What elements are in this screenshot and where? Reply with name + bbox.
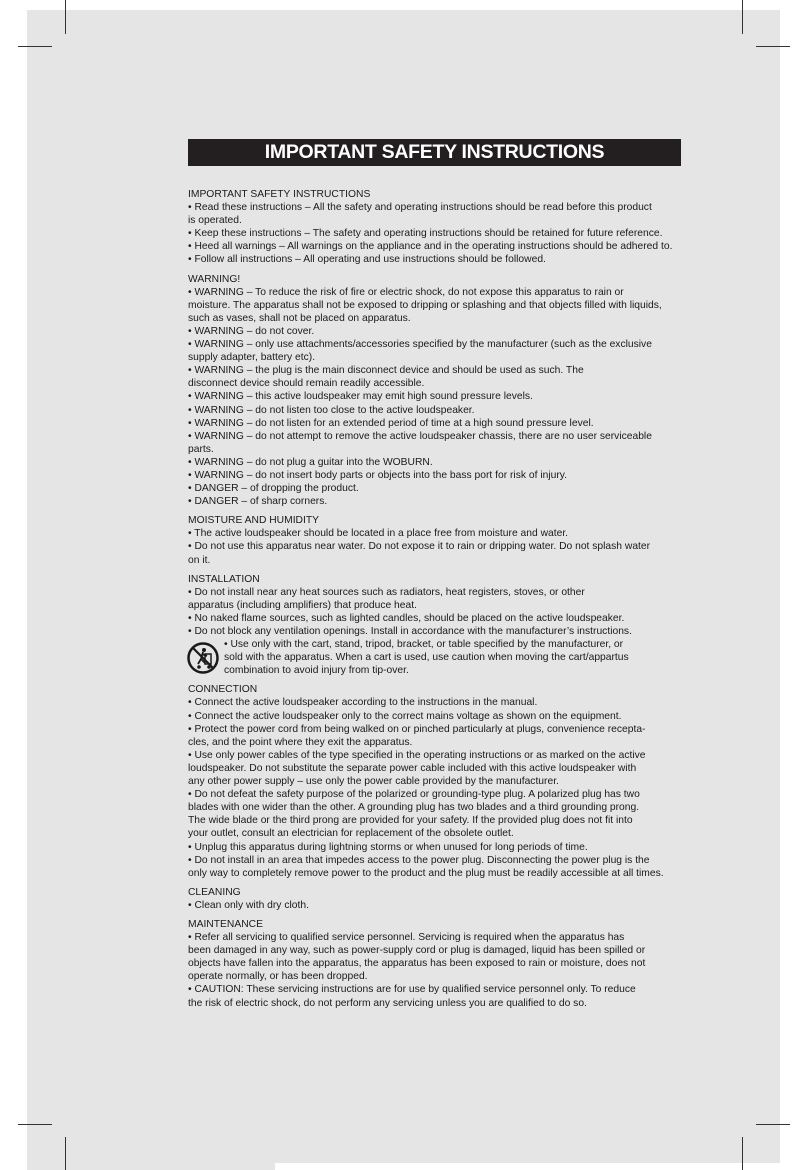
text-line: • WARNING – do not listen too close to the active loudspeaker. [188,404,475,416]
text-line: • Unplug this apparatus during lightning storms or when unused for long periods of time. [188,841,588,853]
text-line: • Do not install near any heat sources such as radiators, heat registers, stoves, or other [188,586,585,598]
crop-mark [742,0,743,34]
text-line: • WARNING – do not cover. [188,325,315,337]
text-line: is operated. [188,215,242,227]
crop-mark [18,46,52,47]
page-title: IMPORTANT SAFETY INSTRUCTIONS [188,139,681,166]
text-line: been damaged in any way, such as power-supply cord or plug is damaged, liquid has been spilled or [188,945,646,957]
text-line: • Keep these instructions – The safety and operating instructions should be retained for future reference. [188,228,663,240]
text-line: operate normally, or has been dropped. [188,971,368,983]
text-line: parts. [188,443,214,455]
text-line: the risk of electric shock, do not perform any servicing unless you are qualified to do so. [188,997,587,1009]
cart-tipover-icon [187,642,219,674]
text-line: • WARNING – do not attempt to remove the active loudspeaker chassis, there are no user serviceable [188,430,652,442]
crop-mark [65,0,66,34]
text-line: • Protect the power cord from being walked on or pinched particularly at plugs, convenience recepta- [188,723,646,735]
text-line: combination to avoid injury from tip-over. [224,665,409,677]
section-heading: MOISTURE AND HUMIDITY [188,515,320,527]
section-heading: CONNECTION [188,684,258,696]
text-line: • Clean only with dry cloth. [188,899,309,911]
text-line: on it. [188,554,211,566]
section-heading: CLEANING [188,886,241,898]
text-line: • Connect the active loudspeaker according to the instructions in the manual. [188,697,538,709]
section-connection [188,683,688,879]
text-line: loudspeaker. Do not substitute the separate power cable included with this active loudspeaker with [188,762,637,774]
text-line: • WARNING – To reduce the risk of fire or electric shock, do not expose this apparatus to rain or [188,286,624,298]
section-important [188,188,688,267]
crop-mark [65,1137,66,1170]
section-installation [188,573,688,678]
text-line: • Do not use this apparatus near water. Do not expose it to rain or dripping water. Do not splash water [188,541,651,553]
text-line: • WARNING – only use attachments/accessories specified by the manufacturer (such as the exclusive [188,339,652,351]
text-line: • WARNING – do not insert body parts or objects into the bass port for risk of injury. [188,469,568,481]
text-line: supply adapter, battery etc). [188,352,316,364]
text-line: • Do not install in an area that impedes access to the power plug. Disconnecting the power plug is the [188,854,650,866]
text-line: • Heed all warnings – All warnings on the appliance and in the operating instructions should be adhered to. [188,241,673,253]
crop-mark [756,1124,790,1125]
text-line: any other power supply – use only the power cable provided by the manufacturer. [188,776,559,788]
text-line: • DANGER – of sharp corners. [188,496,328,508]
text-line: The wide blade or the third prong are provided for your safety. If the provided plug does not fit into [188,815,633,827]
text-line: • WARNING – this active loudspeaker may emit high sound pressure levels. [188,391,533,403]
text-line: • Do not defeat the safety purpose of the polarized or grounding-type plug. A polarized plug has two [188,789,640,801]
section-heading: IMPORTANT SAFETY INSTRUCTIONS [188,189,371,200]
text-line: • WARNING – do not listen for an extended period of time at a high sound pressure level. [188,417,594,429]
text-line: apparatus (including amplifiers) that produce heat. [188,599,417,611]
cart-warning [188,638,688,677]
text-line: • WARNING – do not plug a guitar into the WOBURN. [188,456,433,468]
crop-mark [742,1137,743,1170]
text-line: blades with one wider than the other. A grounding plug has two blades and a third grounding prong. [188,802,640,814]
section-heading: MAINTENANCE [188,918,263,930]
text-line: objects have fallen into the apparatus, the apparatus has been exposed to rain or moisture, does not [188,958,646,970]
section-moisture [188,514,688,566]
section-heading: INSTALLATION [188,573,260,585]
text-line: • Connect the active loudspeaker only to the correct mains voltage as shown on the equipment. [188,710,622,722]
text-line: such as vases, shall not be placed on apparatus. [188,312,411,324]
safety-content [188,188,688,1010]
text-line: • WARNING – the plug is the main disconnect device and should be used as such. The [188,365,584,377]
text-line: your outlet, consult an electrician for replacement of the obsolete outlet. [188,828,514,840]
text-line: moisture. The apparatus shall not be exposed to dripping or splashing and that objects filled with liquids, [188,299,662,311]
text-line: • Refer all servicing to qualified service personnel. Servicing is required when the apparatus has [188,932,625,944]
text-line: • Follow all instructions – All operating and use instructions should be followed. [188,254,546,266]
text-line: • Use only with the cart, stand, tripod, bracket, or table specified by the manufacturer, or [224,639,624,651]
page-edge-strip [275,1163,780,1170]
text-line: • The active loudspeaker should be located in a place free from moisture and water. [188,528,569,540]
text-line: • DANGER – of dropping the product. [188,483,359,495]
text-line: • Use only power cables of the type specified in the operating instructions or as marked on the active [188,749,646,761]
text-line: cles, and the point where they exit the apparatus. [188,736,413,748]
crop-mark [756,46,790,47]
text-line: • No naked flame sources, such as lighted candles, should be placed on the active loudspeaker. [188,612,625,624]
section-cleaning [188,886,688,912]
text-line: • CAUTION: These servicing instructions are for use by qualified service personnel only. To reduce [188,984,636,996]
text-line: • Do not block any ventilation openings. Install in accordance with the manufacturer’s instructions. [188,626,632,637]
crop-mark [18,1124,52,1125]
text-line: disconnect device should remain readily accessible. [188,378,425,390]
section-warning [188,273,688,509]
text-line: • Read these instructions – All the safety and operating instructions should be read before this product [188,202,652,214]
text-line: sold with the apparatus. When a cart is used, use caution when moving the cart/appartus [224,652,629,664]
text-line: only way to completely remove power to the product and the plug must be readily accessible at all times. [188,867,664,879]
section-maintenance [188,918,688,1010]
section-heading: WARNING! [188,273,241,285]
